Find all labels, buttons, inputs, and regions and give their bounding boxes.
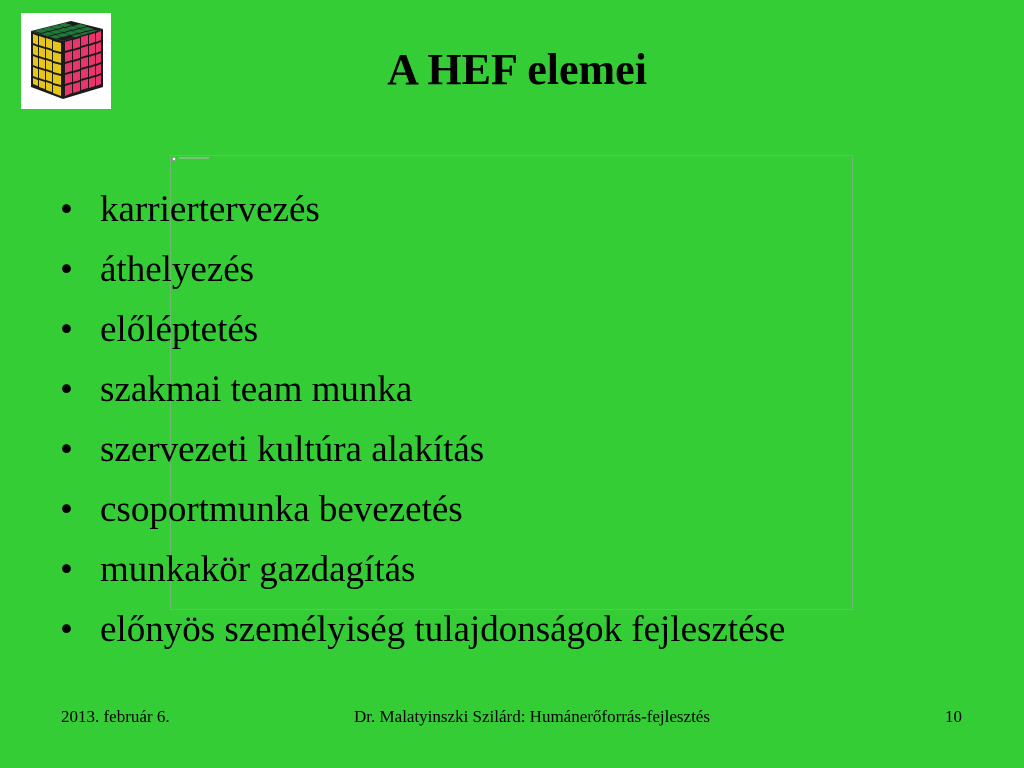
list-item <box>60 305 785 365</box>
bullet-icon: • <box>60 609 73 650</box>
list-item <box>60 365 785 425</box>
footer-title: Dr. Malatyinszki Szilárd: Humánerőforrás-fejlesztés <box>354 707 710 726</box>
bullet-icon: • <box>60 189 73 230</box>
bullet-text: előnyös személyiség tulajdonságok fejlesztése <box>100 609 786 650</box>
bullet-icon: • <box>60 249 73 290</box>
placeholder-icon <box>172 157 176 161</box>
bullet-text: szakmai team munka <box>100 369 413 410</box>
list-item <box>60 545 785 605</box>
list-item <box>60 605 785 665</box>
bullet-text: karriertervezés <box>100 189 320 230</box>
placeholder-caption <box>179 157 209 159</box>
footer-date: 2013. február 6. <box>61 707 170 726</box>
slide-title: A HEF elemei <box>387 45 647 94</box>
bullet-text: előléptetés <box>100 309 259 350</box>
list-item <box>60 185 785 245</box>
bullet-text: munkakör gazdagítás <box>100 549 416 590</box>
bullet-text: áthelyezés <box>100 249 255 290</box>
bullet-icon: • <box>60 429 73 470</box>
bullet-list <box>60 185 785 665</box>
list-item <box>60 485 785 545</box>
list-item <box>60 425 785 485</box>
bullet-text: szervezeti kultúra alakítás <box>100 429 485 470</box>
list-item <box>60 245 785 305</box>
bullet-icon: • <box>60 549 73 590</box>
bullet-icon: • <box>60 309 73 350</box>
bullet-icon: • <box>60 369 73 410</box>
bullet-text: csoportmunka bevezetés <box>100 489 463 530</box>
bullet-icon: • <box>60 489 73 530</box>
slide-number: 10 <box>945 707 962 726</box>
